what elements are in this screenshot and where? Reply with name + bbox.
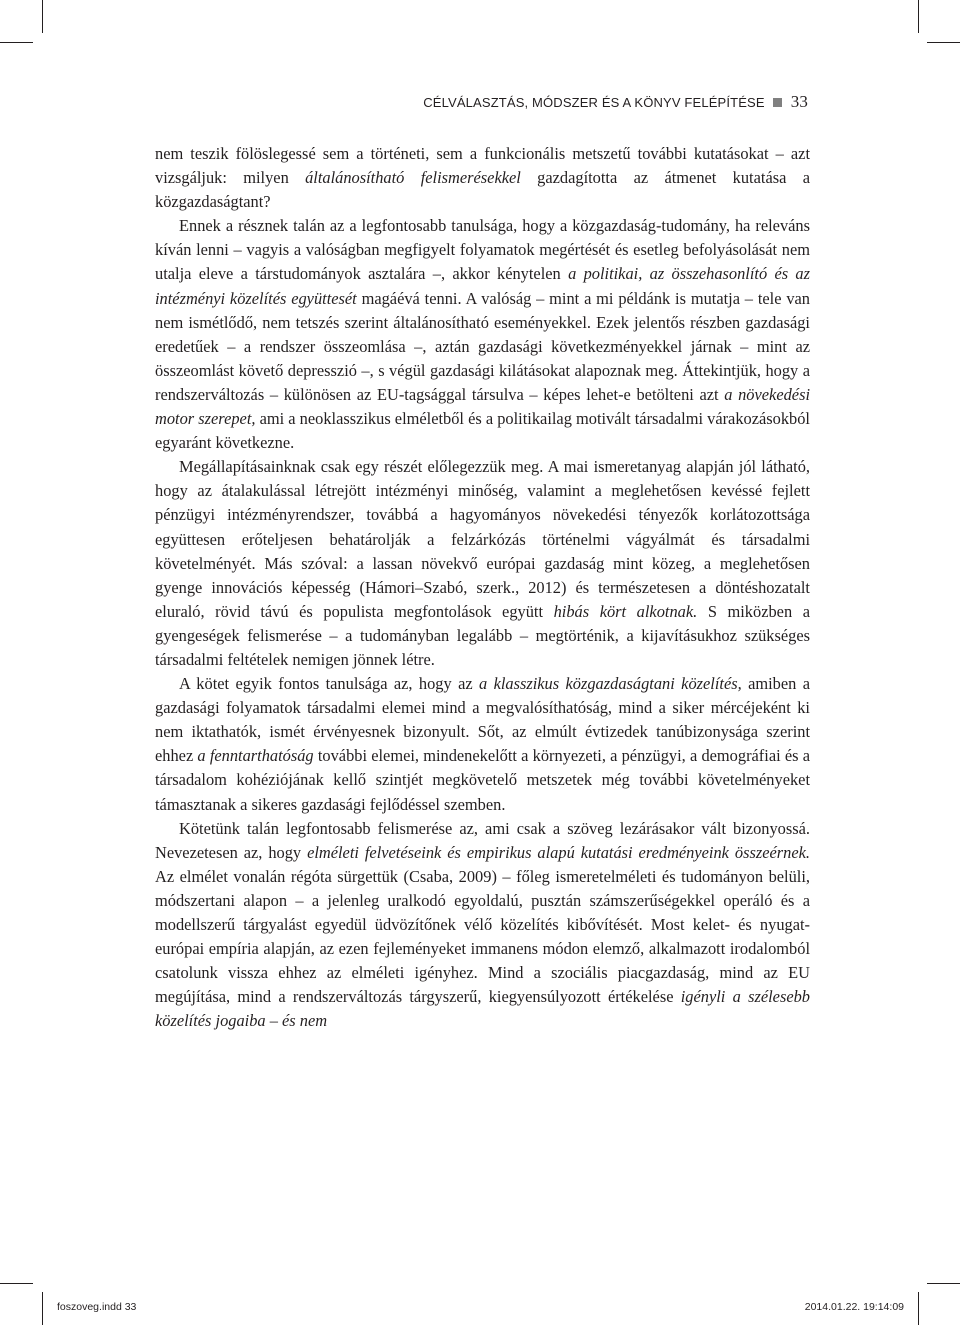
- italic-run: a politikai, az összehasonlító és az intézményi közelítés együttesét: [155, 264, 810, 308]
- paragraph: [155, 672, 810, 817]
- crop-mark: [927, 42, 960, 43]
- text-run: gazdagította az átmenet kutatása a közgazdaságtant?: [155, 168, 810, 212]
- slug-timestamp: 2014.01.22. 19:14:09: [804, 1301, 904, 1313]
- italic-run: a fenntarthatóság: [197, 746, 314, 766]
- text-run: Megállapításainknak csak egy részét előlegezzük meg. A mai ismeretanyag alapján jól látható, hogy az átalakulással létrejött intézményi minőség, valamint a meglehetősen kevéssé fejlett pénzügyi intézményrendszer, továbbá a hagyományos növekedési tényezők korlátozottsága együttesen erőteljesen behatárolják a felzárkózás történelmi vágyálmát és társadalmi követelményét. Más szóval: a lassan növekvő európai gazdaság mint közeg, a meglehetősen gyenge innovációs képesség (Hámori–Szabó, szerk., 2012) és természetesen a döntéshozatalt eluraló, rövid távú és populista megfontolások együtt: [155, 457, 810, 621]
- text-run: ami a neoklasszikus elméletből és a politikailag motivált társadalmi várakozásokból egyaránt következne.: [155, 409, 810, 453]
- crop-mark: [42, 0, 43, 33]
- running-title: CÉLVÁLASZTÁS, MÓDSZER ÉS A KÖNYV FELÉPÍTÉSE: [423, 94, 765, 110]
- paragraph: [155, 142, 810, 214]
- body-text: [155, 142, 810, 1033]
- paragraph: [155, 214, 810, 455]
- italic-run: a növekedési motor szerepet,: [155, 384, 810, 429]
- paragraph: [155, 817, 810, 1034]
- crop-mark: [0, 1283, 33, 1284]
- text-run: nem teszik fölöslegessé sem a történeti, sem a funkcionális metszetű további kutatásokat – azt vizsgáljuk: milyen: [155, 144, 810, 188]
- text-run: magáévá tenni. A valóság – mint a mi példánk is mutatja – tele van nem ismétlődő, nem tetszés szerint általánosítható eseményekkel. Ezek jelentős részben gazdasági eredetűek – a rendszer összeomlása –, aztán gazdasági következményekkel járnak – mint az összeomlást követő depresszió –, s végül gazdasági kilátásokat alapoznak meg. Áttekintjük, hogy a rendszerváltozás – különösen az EU-tagsággal társulva – képes lehet-e betölteni azt: [155, 288, 811, 404]
- text-run: amiben a gazdasági folyamatok társadalmi elemei mind a megvalósíthatóság, mind a siker mércéjeként ki nem iktathatók, ismét érvényesnek bizonyult. Sőt, az elmúlt évtizedek tanúbizonysága szerint ehhez: [155, 674, 810, 766]
- paragraph: [155, 455, 810, 672]
- text-run: Kötetünk talán legfontosabb felismerése az, ami csak a szöveg lezárásakor vált bizonyossá. Nevezetesen az, hogy: [155, 818, 810, 862]
- text-run: Az elmélet vonalán régóta sürgettük (Csaba, 2009) – főleg ismeretelméleti és tudományon belüli, módszertani alapon – a jelenleg uralkodó egyoldalú, pusztán számszerűségekkel operáló és a modellszerű tárgyalást egyedül üdvözítőnek vélő közelítés kibővítését. Most kelet- és nyugat-európai empíria alapján, az ezen fejleményeket immanens módon elemző, alkalmazott irodalomból csatolunk vissza ehhez az elméleti igényhez. Mind a szociális piacgazdaság, mind az EU megújítása, mind a rendszerváltozás tárgyszerű, kiegyensúlyozott értékelése: [155, 866, 810, 1007]
- text-run: A kötet egyik fontos tanulsága az, hogy az: [179, 674, 479, 694]
- text-run: S miközben a gyengeségek felismerése – a tudományban legalább – megtörténik, a kijavításukhoz szükséges társadalmi feltételek nemigen jönnek létre.: [155, 601, 810, 669]
- text-run: további elemei, mindenekelőtt a környezeti, a pénzügyi, a demográfiai és a társadalom kohéziójának kellő szintjét megkövetelő metszetek még további követelményeket támasztanak a sikeres gazdasági fejlődéssel szemben.: [155, 746, 810, 814]
- square-bullet-icon: [773, 98, 782, 107]
- crop-mark: [918, 0, 919, 33]
- text-run: Ennek a résznek talán az a legfontosabb tanulsága, hogy a közgazdaság-tudomány, ha releváns kíván lenni – vagyis a valóságban megfigyelt folyamatok megértését és esetleg befolyásolását nem utalja eleve a társtudományok asztalára –, akkor kénytelen: [155, 216, 810, 284]
- italic-run: hibás kört alkotnak.: [553, 601, 698, 621]
- slug-filename: foszoveg.indd 33: [57, 1301, 137, 1313]
- crop-mark: [918, 1292, 919, 1325]
- crop-mark: [927, 1283, 960, 1284]
- page-number: 33: [790, 92, 808, 111]
- crop-mark: [42, 1292, 43, 1325]
- running-header: [423, 92, 808, 112]
- italic-run: a klasszikus közgazdaságtani közelítés,: [479, 674, 742, 694]
- italic-run: elméleti felvetéseink és empirikus alapú kutatási eredményeink összeérnek.: [307, 842, 810, 862]
- italic-run: általánosítható felismerésekkel: [305, 168, 521, 188]
- crop-mark: [0, 42, 33, 43]
- italic-run: igényli a szélesebb közelítés jogaiba – és nem: [155, 987, 810, 1031]
